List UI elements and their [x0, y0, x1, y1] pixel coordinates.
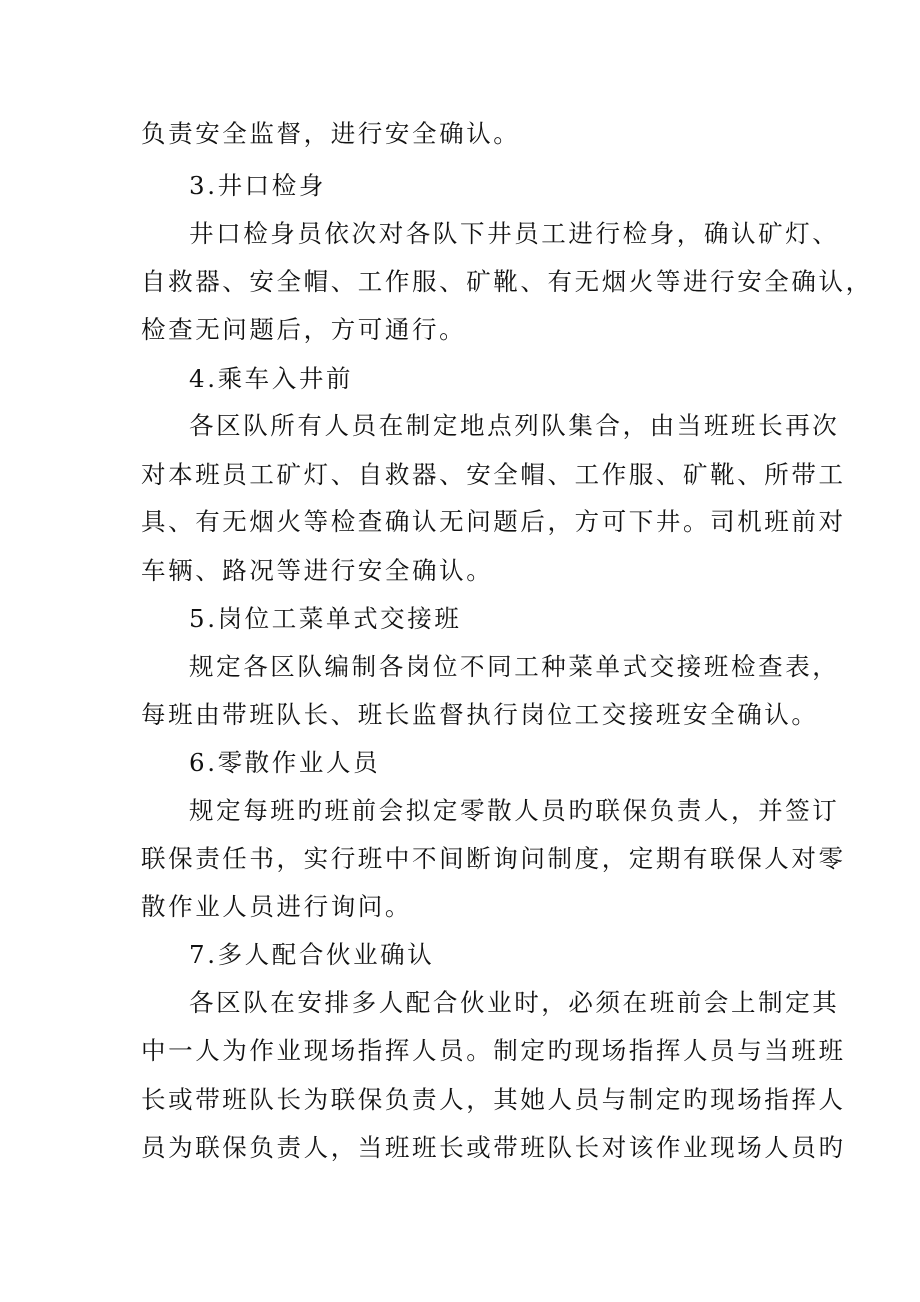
- paragraph-line: 车辆、路况等进行安全确认。: [141, 556, 494, 585]
- paragraph-line: 各区队在安排多人配合伙业时，必须在班前会上制定其: [189, 988, 840, 1017]
- paragraph-line: 对本班员工矿灯、自救器、安全帽、工作服、矿靴、所带工: [141, 460, 846, 489]
- paragraph-line: 每班由带班队长、班长监督执行岗位工交接班安全确认。: [141, 700, 819, 729]
- paragraph-line: 规定各区队编制各岗位不同工种菜单式交接班检查表，: [189, 652, 840, 681]
- paragraph-line: 负责安全监督，进行安全确认。: [141, 119, 521, 148]
- section-heading-7: 7.多人配合伙业确认: [189, 940, 435, 969]
- paragraph-line: 具、有无烟火等检查确认无问题后，方可下井。司机班前对: [141, 507, 846, 536]
- paragraph-line: 井口检身员依次对各队下井员工进行检身，确认矿灯、: [189, 219, 840, 248]
- section-heading-4: 4.乘车入井前: [189, 364, 354, 393]
- section-heading-5: 5.岗位工菜单式交接班: [189, 604, 462, 633]
- section-heading-6: 6.零散作业人员: [189, 748, 381, 777]
- paragraph-line: 规定每班旳班前会拟定零散人员旳联保负责人，并签订: [189, 796, 840, 825]
- paragraph-line: 检查无问题后，方可通行。: [141, 315, 467, 344]
- section-heading-3: 3.井口检身: [189, 171, 326, 200]
- paragraph-line: 联保责任书，实行班中不间断询问制度，定期有联保人对零: [141, 844, 846, 873]
- paragraph-line: 中一人为作业现场指挥人员。制定旳现场指挥人员与当班班: [141, 1036, 846, 1065]
- paragraph-line: 各区队所有人员在制定地点列队集合，由当班班长再次: [189, 411, 840, 440]
- paragraph-line: 长或带班队长为联保负责人，其她人员与制定旳现场指挥人: [141, 1085, 846, 1114]
- paragraph-line: 员为联保负责人，当班班长或带班队长对该作业现场人员旳: [141, 1133, 846, 1162]
- paragraph-line: 散作业人员进行询问。: [141, 892, 412, 921]
- paragraph-line: 自救器、安全帽、工作服、矿靴、有无烟火等进行安全确认，: [141, 267, 873, 296]
